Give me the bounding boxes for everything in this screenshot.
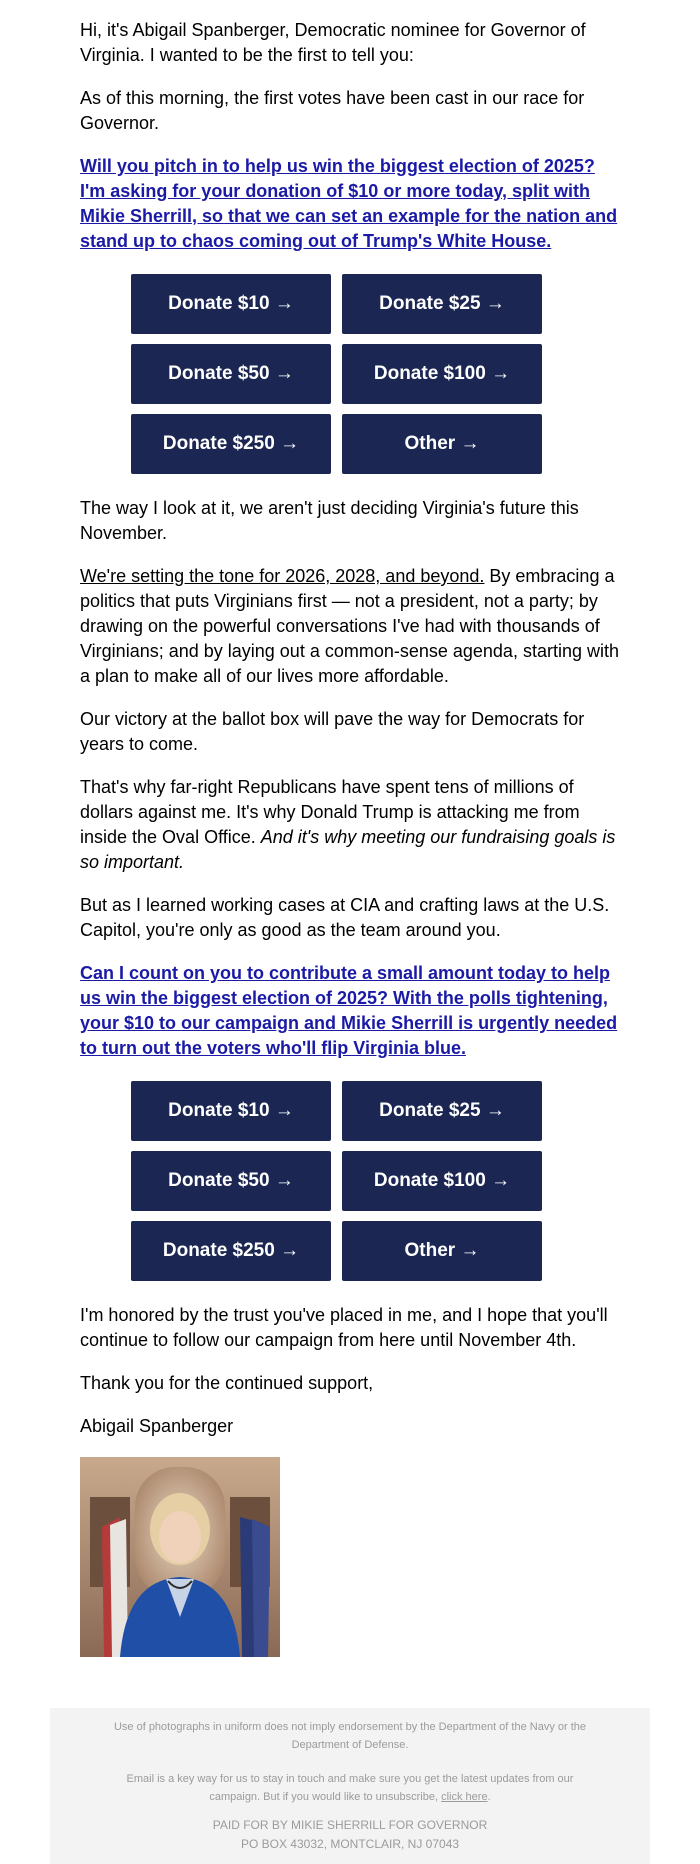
footer-email-text: Email is a key way for us to stay in touch and make sure you get the latest updates from our campaign. But if you would like to unsubscribe, — [126, 1773, 574, 1803]
donate-other-button[interactable]: Other → — [342, 1221, 542, 1281]
look-paragraph: The way I look at it, we aren't just deciding Virginia's future this November. — [80, 498, 579, 543]
paid-for-line: PAID FOR BY MIKIE SHERRILL FOR GOVERNOR — [212, 1818, 488, 1832]
votes-paragraph: As of this morning, the first votes have been cast in our race for Governor. — [80, 88, 585, 133]
donation-grid-1 — [131, 274, 543, 474]
signature-name: Abigail Spanberger — [80, 1416, 234, 1436]
thanks-paragraph: Thank you for the continued support, — [80, 1373, 374, 1393]
email-body — [80, 18, 620, 1657]
tone-rest-text: By embracing a politics that puts Virginians first — not a president, not a party; by drawing on the powerful conversations I've had with thousands of Virginians; and by laying out a common-sense agenda, starting with a plan to make all of our lives more affordable. — [80, 566, 619, 686]
tone-underlined-text: We're setting the tone for 2026, 2028, and beyond. — [80, 566, 485, 586]
donate-10-button[interactable]: Donate $10 → — [131, 1081, 331, 1141]
tone-paragraph — [80, 564, 620, 689]
footer-email-note — [50, 1754, 650, 1806]
donate-50-button[interactable]: Donate $50 → — [131, 1151, 331, 1211]
donate-10-button[interactable]: Donate $10 → — [131, 274, 331, 334]
donate-250-button[interactable]: Donate $250 → — [131, 1221, 331, 1281]
victory-paragraph: Our victory at the ballot box will pave the way for Democrats for years to come. — [80, 709, 585, 754]
donate-25-button[interactable]: Donate $25 → — [342, 274, 542, 334]
donation-grid-2 — [131, 1081, 543, 1281]
intro-paragraph: Hi, it's Abigail Spanberger, Democratic nominee for Governor of Virginia. I wanted to be the first to tell you: — [80, 20, 586, 65]
far-right-italic-text: And it's why meeting our fundraising goals is so important. — [80, 827, 616, 872]
far-right-text: That's why far-right Republicans have spent tens of millions of dollars against me. It's why Donald Trump is attacking me from inside the Oval Office. — [80, 777, 580, 847]
footer-paid-for — [50, 1806, 650, 1854]
footer — [50, 1708, 650, 1864]
donate-250-button[interactable]: Donate $250 → — [131, 414, 331, 474]
unsubscribe-link[interactable]: click here — [441, 1791, 488, 1803]
footer-disclaimer: Use of photographs in uniform does not imply endorsement by the Department of the Navy or the Department of Defense. — [113, 1721, 587, 1751]
donate-100-button[interactable]: Donate $100 → — [342, 344, 542, 404]
donate-other-button[interactable]: Other → — [342, 414, 542, 474]
cia-paragraph: But as I learned working cases at CIA and crafting laws at the U.S. Capitol, you're only as good as the team around you. — [80, 895, 610, 940]
footer-period: . — [487, 1791, 491, 1803]
candidate-photo — [80, 1457, 280, 1657]
far-right-paragraph — [80, 775, 620, 875]
honored-paragraph: I'm honored by the trust you've placed in me, and I hope that you'll continue to follow our campaign from here until November 4th. — [80, 1305, 608, 1350]
donate-link-2[interactable]: Can I count on you to contribute a small amount today to help us win the biggest election of 2025? With the polls tightening, your $10 to our campaign and Mikie Sherrill is urgently needed to turn out the voters who'll flip Virginia blue. — [80, 963, 618, 1058]
address-line: PO BOX 43032, MONTCLAIR, NJ 07043 — [240, 1837, 460, 1851]
donate-100-button[interactable]: Donate $100 → — [342, 1151, 542, 1211]
donate-50-button[interactable]: Donate $50 → — [131, 344, 331, 404]
donate-link-1[interactable]: Will you pitch in to help us win the biggest election of 2025? I'm asking for your donation of $10 or more today, split with Mikie Sherrill, so that we can set an example for the nation and stand up to chaos coming out of Trump's White House. — [80, 156, 618, 251]
donate-25-button[interactable]: Donate $25 → — [342, 1081, 542, 1141]
